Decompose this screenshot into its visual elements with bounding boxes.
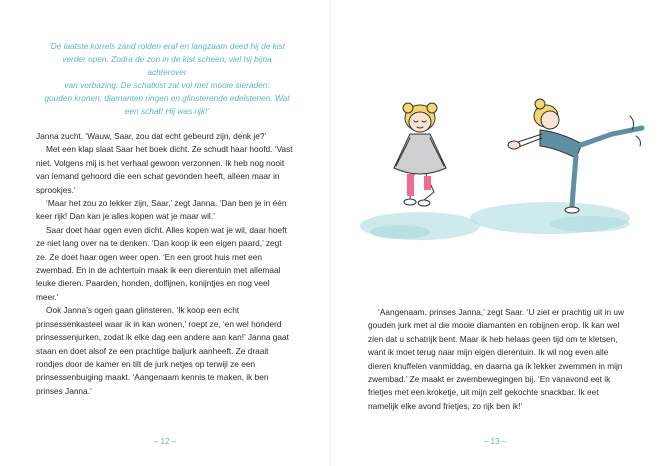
girl-arabesque: [508, 99, 642, 213]
page-number-right: – 13 –: [483, 437, 507, 446]
paragraph: Saar doet haar ogen even dicht. Alles kopen wat je wil, daar hoeft ze niet lang over na te denken. ‘Dan koop ik een eigen paard,’ zegt ze. Ze doet haar ogen weer open. ‘En een groot huis met een zwembad. En in de achtertuin maak ik een dierentuin met allemaal leuke dieren. Paarden, honden, dolfijnen, konijntjes en nog veel meer.’: [36, 224, 287, 302]
quote-line: gouden kronen, diamanten ringen en glinsterende edelstenen. Wat: [44, 93, 290, 103]
right-page: [330, 0, 660, 466]
quote-line: van verbazing. De schatkist zat vol met mooie sieraden:: [64, 80, 270, 90]
paragraph: ‘Maar het zou zo lekker zijn, Saar,’ zegt Janna. ‘Dan ben je in één keer rijk! Dan kan je alles kopen wat je maar wil.’: [36, 198, 287, 222]
italic-quote: [44, 40, 290, 118]
left-body-text: [36, 130, 294, 398]
paragraph: Janna zucht. ‘Wauw, Saar, zou dat echt gebeurd zijn, denk je?’: [36, 131, 267, 141]
quote-line: verder open. Zodra de zon in de kist scheen, viel hij bijna achterover: [62, 54, 272, 77]
girl-curtsy: [394, 103, 446, 206]
two-girls-dancing-illustration: [350, 88, 650, 248]
quote-line: ‘De laatste korrels zand rolden eraf en langzaam deed hij de kist: [48, 41, 286, 51]
page-number-left: – 12 –: [153, 437, 177, 446]
paragraph: ‘Aangenaam, prinses Janna,’ zegt Saar. ‘U ziet er prachtig uit in uw gouden jurk met al die mooie diamanten en robijnen erop. Ik kan wel zien dat u schatrijk bent. Maar ik heb helaas geen tijd om te kletsen, want ik moet terug naar mijn eigen dierentuin. Ik wil nog even alle dieren knuffelen vanmiddag, en daarna ga ik lekker zwemmen in mijn zwembad.’ Ze maakt er zwembewegingen bij. ‘En vanavond eet ik frietjes met een kroketje, uit mijn zelf gekochte snackbar. Ik eet namelijk elke avond frietjes, zo rijk ben ik!’: [368, 307, 624, 411]
paragraph: Met een klap slaat Saar het boek dicht. Ze schudt haar hoofd. ‘Vast niet. Volgens mij is het verhaal gewoon verzonnen. Ik heb nog nooit van iemand gehoord die een schat gevonden heeft, alleen maar in sprookjes.’: [36, 144, 293, 195]
quote-line: een schat! Hij was rijk!’: [124, 106, 210, 116]
right-body-text: [368, 306, 630, 413]
paragraph: Ook Janna’s ogen gaan glinsteren. ‘Ik koop een echt prinsessenkasteel waar ik in kan wonen,’ roept ze, ‘en wel honderd prinsessenjurken, zodat ik elke dag een andere aan kan!’ Janna gaat staan en doet alsof ze een prachtige baljurk aanheeft. Ze draait rondjes door de kamer en tilt de jurk netjes op terwijl ze een prinsessenbuiging maakt. ‘Aangenaam kennis te maken, ik ben prinses Janna.’: [36, 305, 289, 396]
